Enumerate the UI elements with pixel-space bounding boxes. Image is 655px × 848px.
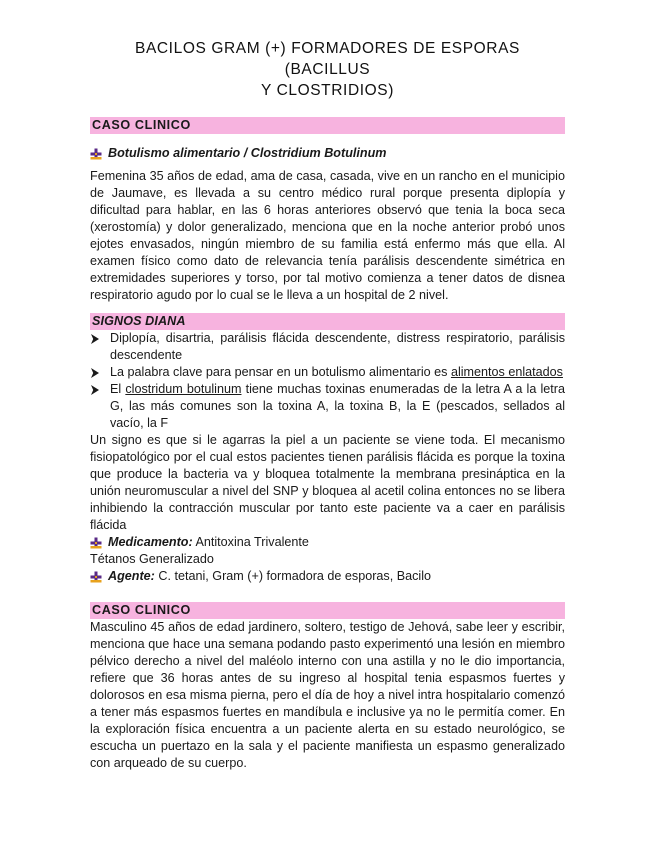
signos-bullet-2: [90, 364, 565, 381]
signos-bullet-3-text: [110, 381, 565, 432]
case-2-header: CASO CLINICO: [90, 602, 565, 619]
signos-bullet-2-pre: La palabra clave para pensar en un botulismo alimentario es: [110, 365, 451, 379]
signos-bullet-1-text: Diplopía, disartria, parálisis flácida descendente, distress respiratorio, parálisis descendente: [110, 331, 565, 362]
signos-diana-header: SIGNOS DIANA: [90, 313, 565, 330]
signos-bullet-2-keyword: alimentos enlatados: [450, 365, 563, 379]
medicamento-label: Medicamento:: [108, 535, 193, 549]
tetanos-heading: Tétanos Generalizado: [90, 552, 214, 566]
agente-line: [90, 568, 565, 585]
medicamento-value: Antitoxina Trivalente: [192, 535, 309, 549]
case-2-text: Masculino 45 años de edad jardinero, soltero, testigo de Jehová, sabe leer y escribir, menciona que hace una semana podando pasto experimentó una lesión en miembro pélvico derecho a nivel del maléolo interno con una astilla y no le dio importancia, refiere que 36 horas antes de su ingreso al hospital tenia espasmos fuertes y dolorosos en esa misma pierna, pero el día de hoy a nivel intra hospitalario comenzó a tener más espasmos fuertes en mandíbula e inclusive ya no le permitía comer. En la exploración física encuentra a un paciente alerta en su estado neurológico, se escucha un puertazo en la sala y el paciente manifiesta un espasmo generalizado con arqueado de su cuerpo.: [90, 620, 565, 770]
plus-bullet-icon: [90, 568, 108, 585]
medicamento-line: [90, 534, 565, 551]
case-1-subtitle: [90, 145, 565, 162]
document-page: [90, 38, 565, 772]
medicamento-text: [108, 534, 309, 551]
page-title-line-1: BACILOS GRAM (+) FORMADORES DE ESPORAS (BACILLUS: [135, 40, 520, 78]
signos-bullet-2-text: [110, 364, 565, 381]
plus-bullet-icon: [90, 534, 108, 551]
plus-bullet-icon: [90, 145, 108, 162]
page-title-line-2: Y CLOSTRIDIOS): [261, 82, 394, 99]
agente-label: Agente:: [108, 569, 155, 583]
case-1-header: CASO CLINICO: [90, 117, 565, 134]
arrow-bullet-icon: [90, 330, 110, 347]
signos-bullet-1: [90, 330, 565, 364]
arrow-bullet-icon: [90, 364, 110, 381]
page-title: [90, 38, 565, 101]
agente-text: [108, 568, 431, 585]
mechanism-paragraph: Un signo es que si le agarras la piel a un paciente se viene toda. El mecanismo fisiopatológico por el cual estos pacientes tienen parálisis flácida es porque la toxina que produce la bacteria va y bloquea totalmente la membrana presináptica en la unión neuromuscular a nivel del SNP y bloquea al acetil colina entonces no se libera inhibiendo la contracción muscular por tanto este paciente va a caer en parálisis flácida: [90, 433, 565, 532]
signos-bullet-3-post: tiene muchas toxinas enumeradas de la letra A a la letra G, las más comunes son la toxina A, la toxina B, la E (pescados, sellados al vacío, la F: [110, 382, 565, 430]
case-1-text: Femenina 35 años de edad, ama de casa, casada, vive en un rancho en el municipio de Jaumave, es llevada a su centro médico rural porque presenta diplopía y dificultad para hablar, en las 6 horas anteriores observó que tenia la boca seca (xerostomía) y dolor generalizado, menciona que en la noche anterior probó unos ejotes envasados, ningún miembro de su familia está enfermo más que ella. Al examen físico como dato de relevancia tenía parálisis descendente simétrica en extremidades superiores y torso, por tal motivo comienza a tener datos de disnea respiratorio agudo por lo cual se le lleva a un hospital de 2 nivel.: [90, 169, 565, 302]
case-1-subtitle-text: Botulismo alimentario / Clostridium Botulinum: [108, 146, 387, 160]
signos-bullet-3: [90, 381, 565, 432]
agente-value: C. tetani, Gram (+) formadora de esporas, Bacilo: [154, 569, 432, 583]
signos-bullet-3-pre: El: [110, 382, 126, 396]
arrow-bullet-icon: [90, 381, 110, 398]
signos-bullet-3-keyword: clostridum botulinum: [125, 382, 242, 396]
